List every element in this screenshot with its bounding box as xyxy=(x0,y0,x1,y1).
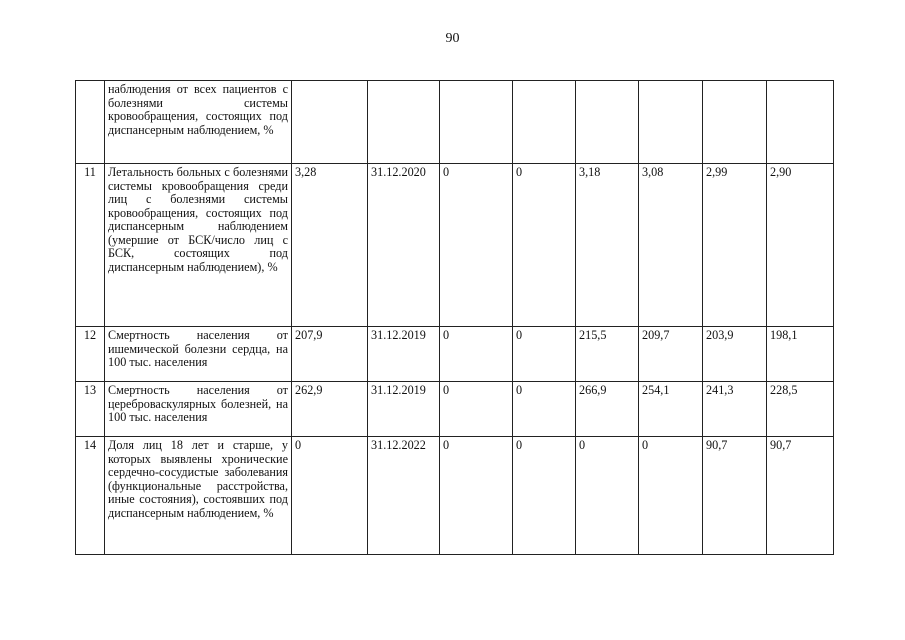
row-number: 11 xyxy=(76,164,105,327)
row-number: 14 xyxy=(76,437,105,555)
base-value xyxy=(292,81,368,164)
row-number: 12 xyxy=(76,327,105,382)
value-5: 241,3 xyxy=(703,382,767,437)
value-2: 0 xyxy=(513,437,576,555)
indicator-name: Смертность населения от цереброваскулярных болезней, на 100 тыс. населения xyxy=(105,382,292,437)
value-5: 203,9 xyxy=(703,327,767,382)
value-2: 0 xyxy=(513,327,576,382)
value-5 xyxy=(703,81,767,164)
value-3 xyxy=(576,81,639,164)
base-value: 0 xyxy=(292,437,368,555)
table-body xyxy=(76,81,834,555)
page-number: 90 xyxy=(445,31,460,46)
indicator-name: Доля лиц 18 лет и старше, у которых выявлены хронические сердечно-сосудистые заболевания (функциональные расстройства, иные состояния), состоявших под диспансерным наблюдением, % xyxy=(105,437,292,555)
value-2: 0 xyxy=(513,382,576,437)
value-4: 0 xyxy=(639,437,703,555)
value-4: 3,08 xyxy=(639,164,703,327)
base-value: 207,9 xyxy=(292,327,368,382)
value-6: 198,1 xyxy=(767,327,834,382)
value-5: 2,99 xyxy=(703,164,767,327)
value-1: 0 xyxy=(440,382,513,437)
value-4 xyxy=(639,81,703,164)
base-date xyxy=(368,81,440,164)
base-date: 31.12.2019 xyxy=(368,327,440,382)
value-1: 0 xyxy=(440,437,513,555)
value-3: 3,18 xyxy=(576,164,639,327)
table-row xyxy=(76,382,834,437)
indicators-table xyxy=(75,80,834,555)
value-5: 90,7 xyxy=(703,437,767,555)
row-number: 13 xyxy=(76,382,105,437)
indicator-name: Смертность населения от ишемической болезни сердца, на 100 тыс. населения xyxy=(105,327,292,382)
value-3: 215,5 xyxy=(576,327,639,382)
value-1: 0 xyxy=(440,164,513,327)
base-value: 3,28 xyxy=(292,164,368,327)
value-4: 209,7 xyxy=(639,327,703,382)
table-row xyxy=(76,437,834,555)
value-6: 90,7 xyxy=(767,437,834,555)
value-1 xyxy=(440,81,513,164)
value-6: 2,90 xyxy=(767,164,834,327)
indicator-name: наблюдения от всех пациентов с болезнями системы кровообращения, состоящих под диспансерным наблюдением, % xyxy=(105,81,292,164)
value-2: 0 xyxy=(513,164,576,327)
table-row xyxy=(76,327,834,382)
indicator-name: Летальность больных с болезнями системы кровообращения среди лиц с болезнями системы кровообращения, состоящих под диспансерным наблюдением (умершие от БСК/число лиц с БСК, состоящих под диспансерным наблюдением), % xyxy=(105,164,292,327)
value-6 xyxy=(767,81,834,164)
base-value: 262,9 xyxy=(292,382,368,437)
value-2 xyxy=(513,81,576,164)
table-row xyxy=(76,164,834,327)
value-3: 266,9 xyxy=(576,382,639,437)
base-date: 31.12.2020 xyxy=(368,164,440,327)
row-number xyxy=(76,81,105,164)
table-row xyxy=(76,81,834,164)
value-4: 254,1 xyxy=(639,382,703,437)
value-1: 0 xyxy=(440,327,513,382)
value-3: 0 xyxy=(576,437,639,555)
value-6: 228,5 xyxy=(767,382,834,437)
base-date: 31.12.2019 xyxy=(368,382,440,437)
base-date: 31.12.2022 xyxy=(368,437,440,555)
